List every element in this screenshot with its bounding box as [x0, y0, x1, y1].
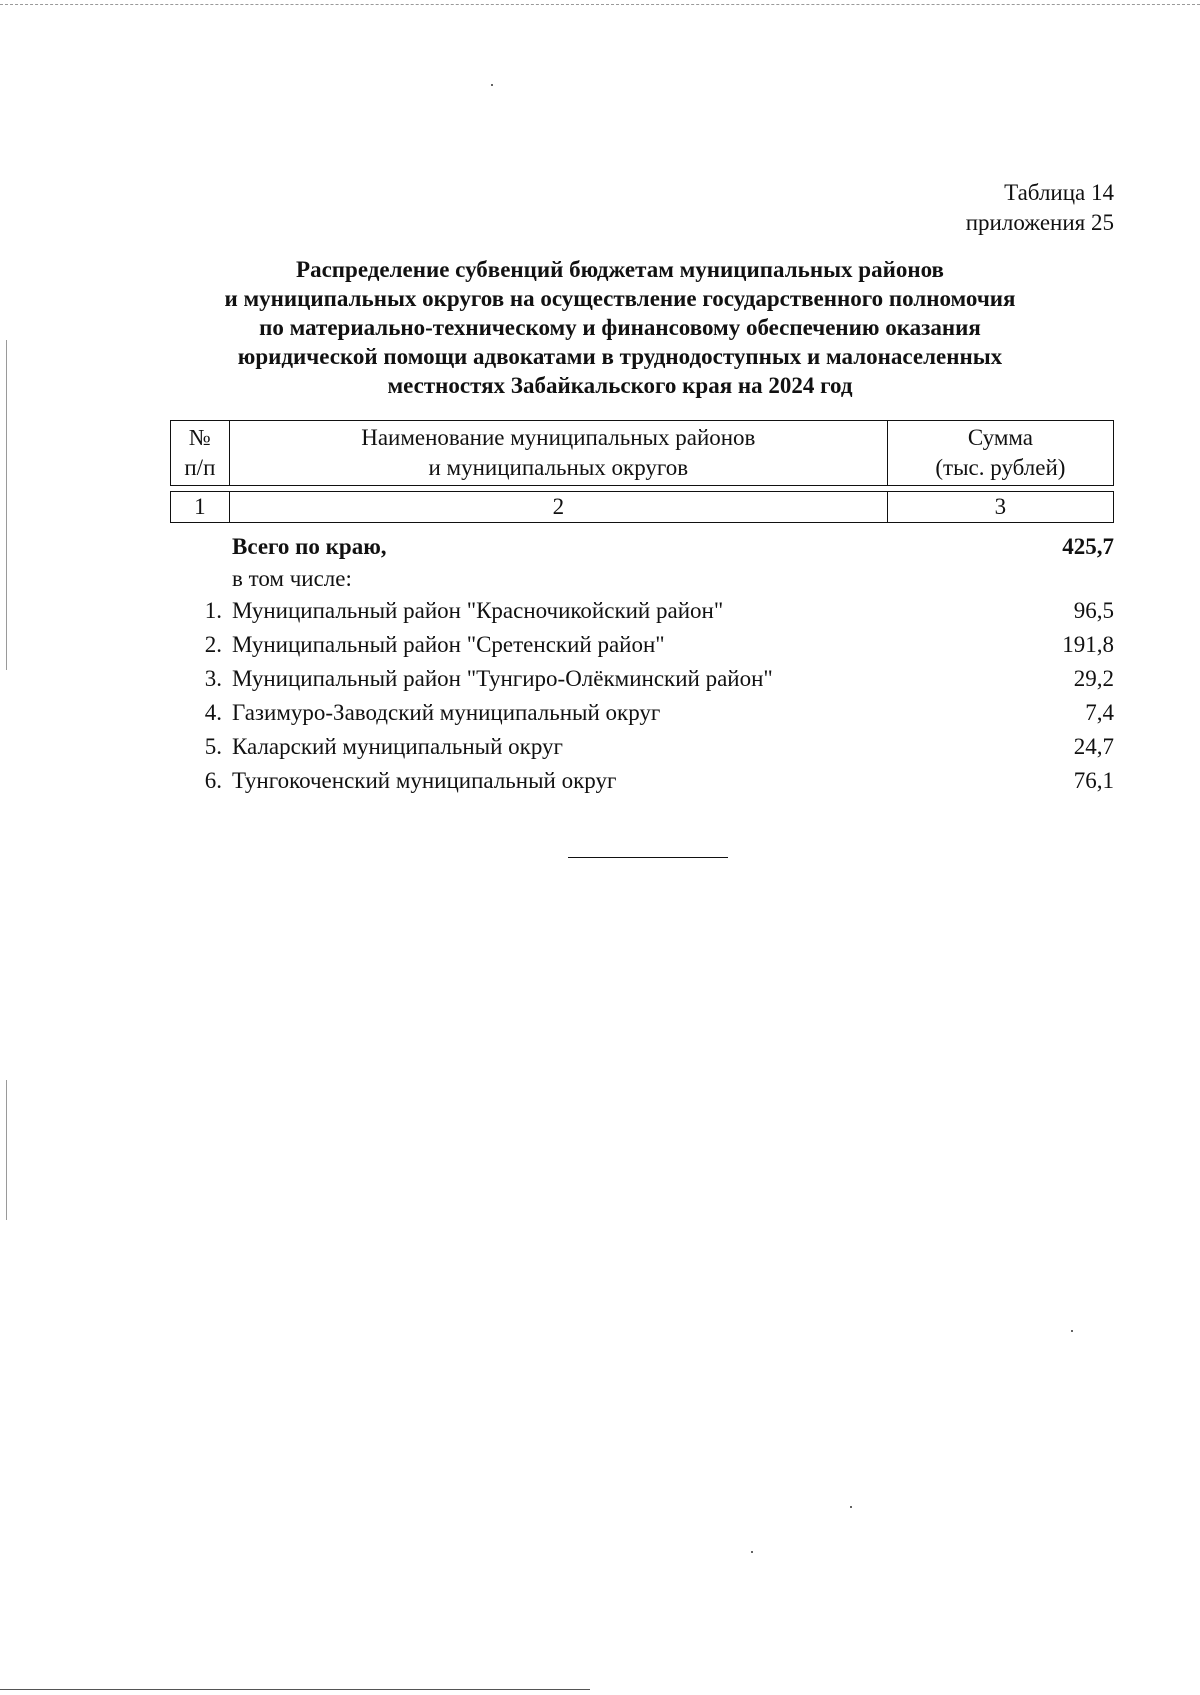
row-value: 7,4: [1085, 700, 1114, 725]
scan-edge-top: [0, 4, 1200, 5]
column-number: 3: [887, 492, 1113, 523]
row-num: 5.: [204, 734, 222, 759]
header-sum: [887, 421, 1113, 486]
title-line: и муниципальных округов на осуществление государственного полномочия: [224, 286, 1016, 311]
total-value: 425,7: [1062, 534, 1114, 559]
title-line: юридической помощи адвокатами в труднодоступных и малонаселенных: [237, 344, 1003, 369]
total-label: Всего по краю,: [232, 534, 387, 559]
row-name: Муниципальный район "Красночикойский район": [232, 598, 724, 623]
header-name-line: Наименование муниципальных районов: [361, 425, 756, 450]
title-line: Распределение субвенций бюджетам муниципальных районов: [296, 257, 944, 282]
header-sum-line: Сумма: [967, 425, 1033, 450]
row-num: 3.: [204, 666, 222, 691]
row-num: 6.: [204, 768, 222, 793]
column-number: 1: [171, 492, 230, 523]
header-num-line: №: [188, 425, 211, 450]
document-title: [140, 255, 1100, 400]
table-row: [170, 662, 1114, 696]
row-name: Муниципальный район "Тунгиро-Олёкминский район": [232, 666, 773, 691]
scan-speck: [491, 84, 493, 86]
header-name-line: и муниципальных округов: [428, 455, 689, 480]
header-row: [171, 421, 1114, 486]
end-divider: [568, 857, 728, 858]
row-name: Газимуро-Заводский муниципальный округ: [232, 700, 661, 725]
table-number: Таблица 14: [1004, 180, 1114, 205]
scan-speck: [751, 1551, 753, 1553]
table-row: [170, 696, 1114, 730]
title-line: местностях Забайкальского края на 2024 год: [387, 373, 853, 398]
column-number: 2: [229, 492, 887, 523]
header-num: [171, 421, 230, 486]
including-label: в том числе:: [232, 566, 352, 591]
table-body: [170, 530, 1114, 798]
scan-speck: [850, 1506, 852, 1508]
table-row: [170, 594, 1114, 628]
total-row: [170, 530, 1114, 564]
scan-edge-bottom: [0, 1689, 590, 1690]
header-sum-line: (тыс. рублей): [935, 455, 1066, 480]
row-value: 29,2: [1073, 666, 1114, 691]
row-value: 24,7: [1073, 734, 1114, 759]
table-row: [170, 730, 1114, 764]
header-num-line: п/п: [184, 455, 216, 480]
appendix-number: приложения 25: [965, 210, 1114, 235]
row-name: Муниципальный район "Сретенский район": [232, 632, 665, 657]
table-header: [170, 420, 1114, 523]
column-number-row: [171, 492, 1114, 523]
table-row: [170, 764, 1114, 798]
row-value: 191,8: [1062, 632, 1114, 657]
header-name: [229, 421, 887, 486]
scan-edge-left-lower: [6, 1080, 7, 1220]
table-row: [170, 628, 1114, 662]
scan-speck: [1071, 1330, 1073, 1332]
table-reference: [966, 178, 1114, 238]
row-num: [170, 530, 228, 564]
row-num: 1.: [204, 598, 222, 623]
scan-edge-left-upper: [6, 340, 7, 670]
row-value: [888, 564, 1114, 594]
row-num: [170, 564, 228, 594]
title-line: по материально-техническому и финансовому обеспечению оказания: [259, 315, 981, 340]
row-name: Тунгокоченский муниципальный округ: [232, 768, 617, 793]
row-value: 76,1: [1073, 768, 1114, 793]
row-value: 96,5: [1073, 598, 1114, 623]
including-row: [170, 564, 1114, 594]
row-num: 2.: [204, 632, 222, 657]
row-num: 4.: [204, 700, 222, 725]
row-name: Каларский муниципальный округ: [232, 734, 563, 759]
